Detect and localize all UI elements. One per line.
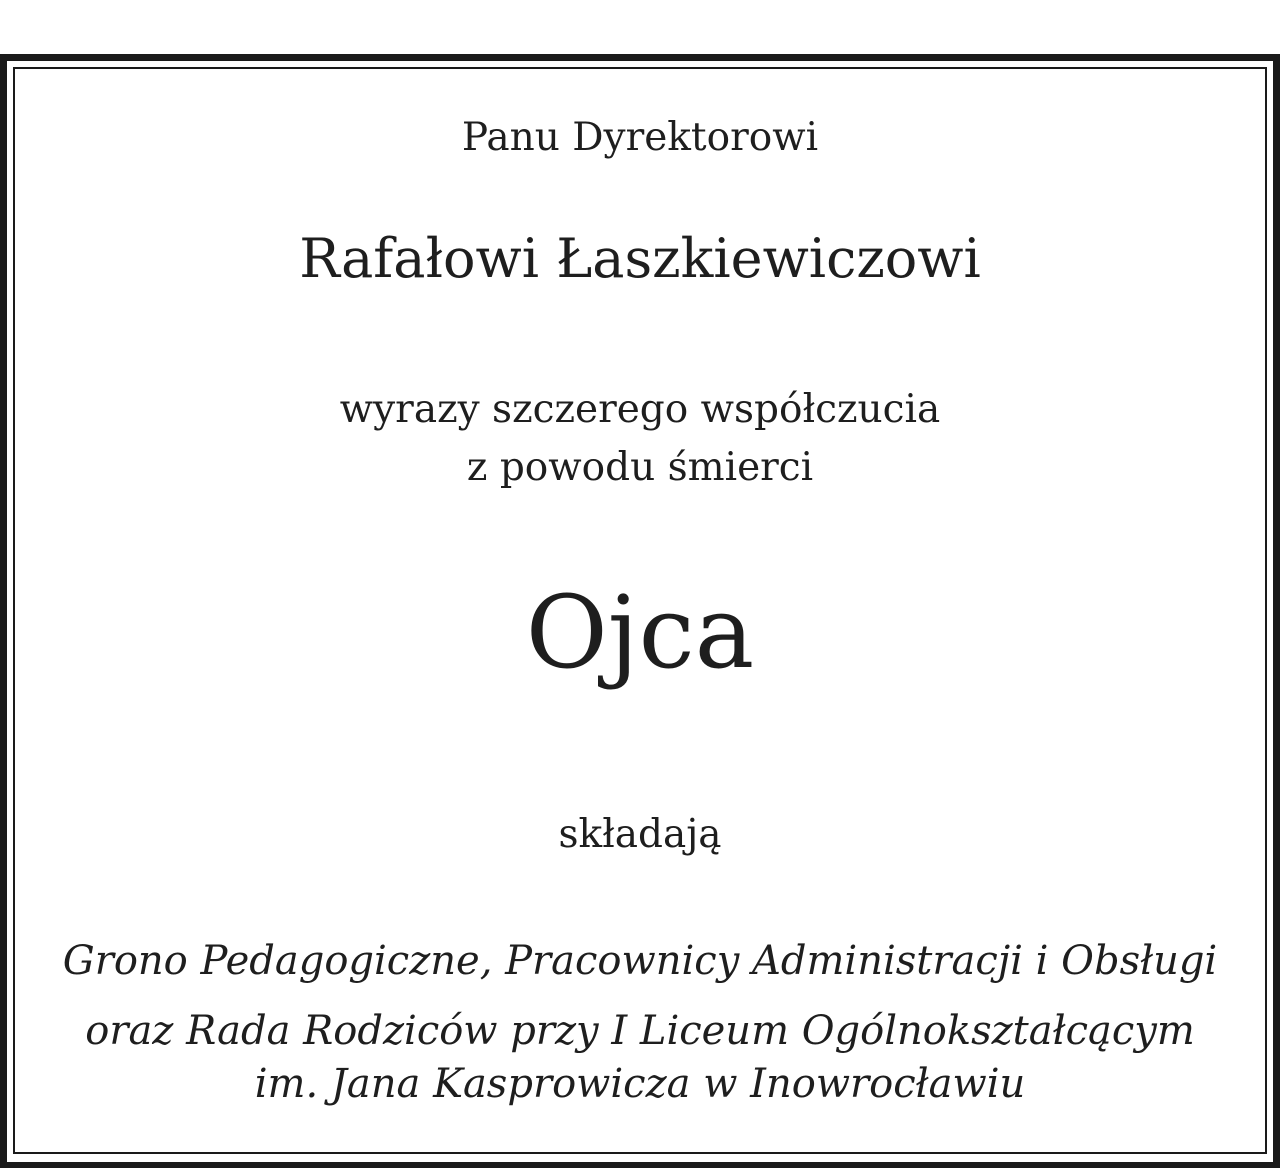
condolence-line-2: z powodu śmierci [466,445,814,490]
signatory-line-1: Grono Pedagogiczne, Pracownicy Administracji i Obsługi [62,938,1218,984]
signatory-line-2: oraz Rada Rodziców przy I Liceum Ogólnokształcącym [85,1008,1195,1054]
deceased-relation: Ojca [525,574,755,691]
signatory-line-3: im. Jana Kasprowicza w Inowrocławiu [254,1061,1026,1107]
recipient-name: Rafałowi Łaszkiewiczowi [299,227,981,290]
offered-by: składają [558,812,722,857]
condolence-line-1: wyrazy szczerego współczucia [339,387,941,432]
salutation: Panu Dyrektorowi [461,115,819,160]
